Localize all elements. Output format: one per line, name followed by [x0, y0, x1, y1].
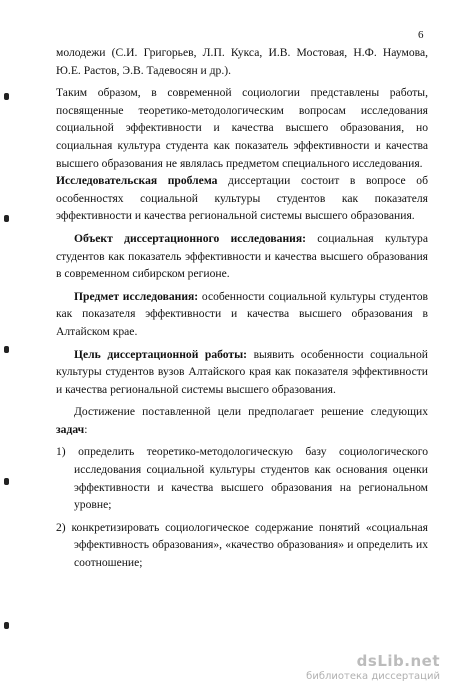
tasks-intro-text: Достижение поставленной цели предполагает решение следующих: [74, 405, 428, 419]
margin-mark: [4, 93, 9, 100]
object-heading: Объект диссертационного исследования:: [74, 231, 306, 245]
paragraph-object: [56, 230, 428, 283]
margin-mark: [4, 346, 9, 353]
research-problem-heading: Исследовательская проблема: [56, 174, 218, 188]
goal-text: выявить особенности социальной культуры студентов вузов Алтайского края как показателя эффективности и качества региональной системы высшего образования.: [56, 347, 428, 396]
page-number: 6: [418, 29, 424, 41]
paragraph-subject: [56, 288, 428, 341]
tasks-colon: :: [84, 422, 88, 436]
watermark-subtitle: библиотека диссертаций: [306, 671, 440, 683]
margin-mark: [4, 215, 9, 222]
document-body: [56, 44, 428, 572]
margin-mark: [4, 478, 9, 485]
paragraph-goal: [56, 346, 428, 399]
paragraph-intro: Таким образом, в современной социологии представлены работы, посвященные теоретико-методологическим вопросам исследования социальной эффективности и качества высшего образования, но социальная культура студента как показатель эффективности и качества высшего образования не являлась предметом специального исследования.: [56, 86, 428, 170]
paragraph-research-problem: [56, 172, 428, 225]
goal-heading: Цель диссертационной работы:: [74, 347, 248, 361]
subject-text: особенности социальной культуры студентов как показателя эффективности и качества высшего образования в Алтайском крае.: [56, 289, 428, 338]
watermark: [306, 653, 440, 686]
tasks-heading: задач: [56, 422, 85, 436]
watermark-logo: dsLib.net: [356, 651, 440, 670]
paragraph-tasks-intro: [56, 403, 428, 438]
margin-mark: [4, 622, 9, 629]
research-problem-text: диссертации состоит в вопросе об особенностях социальной культуры студентов как показателя эффективности и качества региональной системы высшего образования.: [56, 174, 428, 223]
task-item-2: 2) конкретизировать социологическое содержание понятий «социальная эффективность образования», «качество образования» и определить их соотношение;: [56, 520, 428, 570]
paragraph-authors: молодежи (С.И. Григорьев, Л.П. Кукса, И.В. Мостовая, Н.Ф. Наумова, Ю.Е. Растов, Э.В. Тадевосян и др.).: [56, 46, 428, 77]
object-text: социальная культура студентов как показатель эффективности и качества высшего образования в современном сибирском регионе.: [56, 231, 428, 281]
subject-heading: Предмет исследования:: [74, 289, 199, 303]
task-item-1: 1) определить теоретико-методологическую базу социологического исследования социальной культуры студентов как основания оценки эффективности и качества высшего образования на региональном уровне;: [56, 445, 428, 512]
